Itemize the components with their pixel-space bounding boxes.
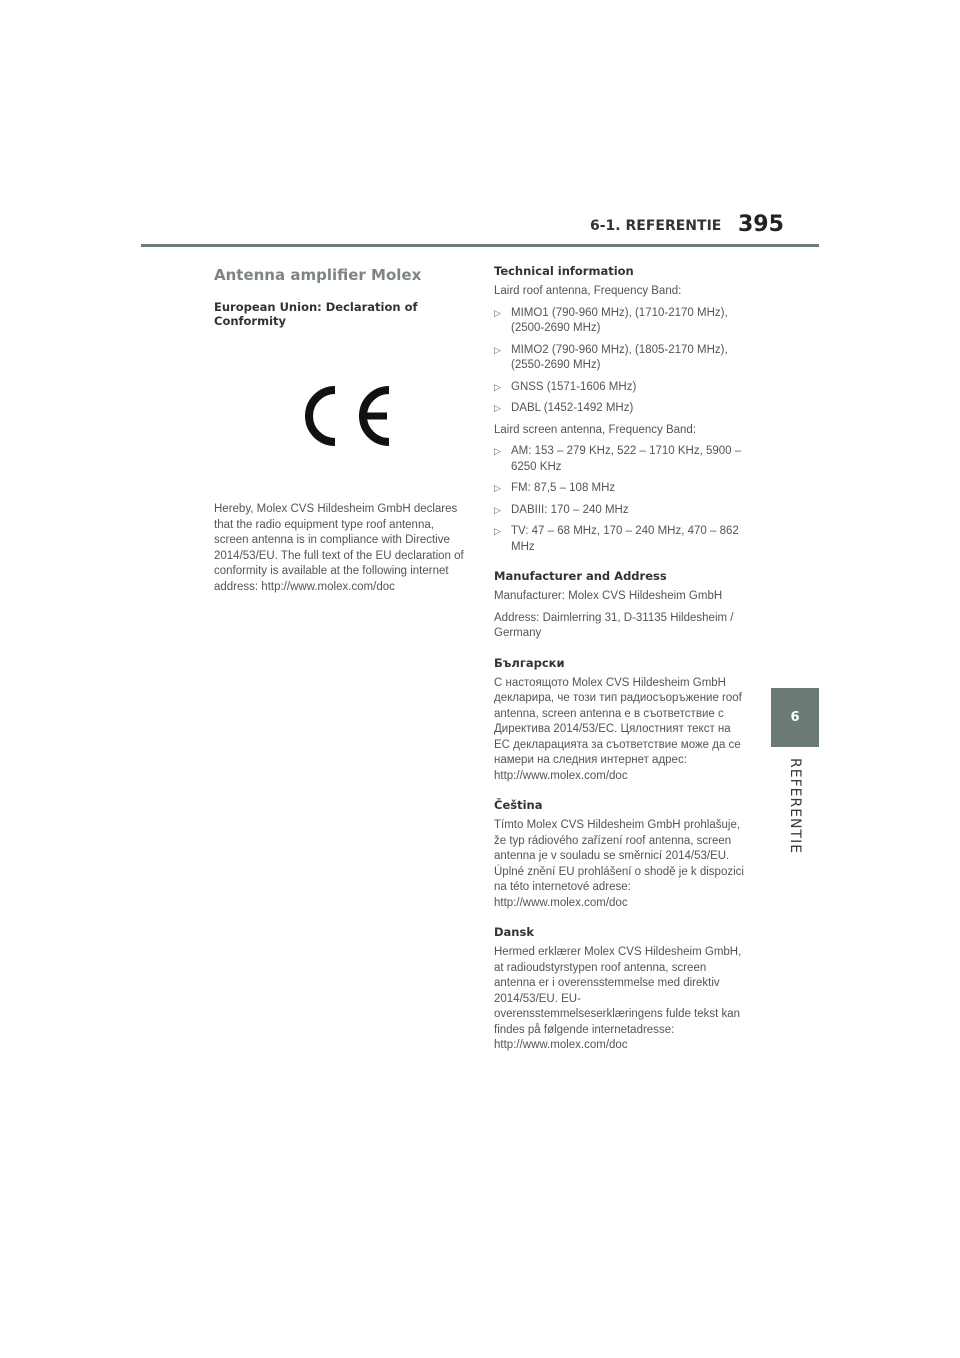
band-text: DABIII: 170 – 240 MHz <box>511 503 629 516</box>
bullet-triangle-icon: ▷ <box>494 403 501 413</box>
manufacturer-heading: Manufacturer and Address <box>494 569 667 583</box>
bullet-triangle-icon: ▷ <box>494 526 501 536</box>
band-list-item <box>494 380 749 396</box>
band-text: MIMO2 (790-960 MHz), (1805-2170 MHz), (2550-2690 MHz) <box>511 343 728 371</box>
ce-mark-logo <box>295 382 395 450</box>
roof-antenna-intro: Laird roof antenna, Frequency Band: <box>494 285 682 297</box>
chapter-tab[interactable] <box>771 688 819 747</box>
bullet-triangle-icon: ▷ <box>494 307 501 318</box>
bullet-triangle-icon: ▷ <box>494 344 501 355</box>
manufacturer-name: Manufacturer: Molex CVS Hildesheim GmbH <box>494 590 723 602</box>
manufacturer-section <box>494 569 749 642</box>
band-text: MIMO1 (790-960 MHz), (1710-2170 MHz), (2500-2690 MHz) <box>511 306 728 334</box>
band-text: AM: 153 – 279 KHz, 522 – 1710 KHz, 5900 – 6250 KHz <box>511 445 742 473</box>
page-title: Antenna amplifier Molex <box>214 266 422 284</box>
left-column <box>214 262 469 595</box>
band-list-item <box>494 481 749 497</box>
bulgarian-heading: Български <box>494 655 565 670</box>
czech-section <box>494 798 749 911</box>
band-text: DABL (1452-1492 MHz) <box>511 402 634 414</box>
danish-section <box>494 925 749 1054</box>
technical-heading: Technical information <box>494 264 634 278</box>
manufacturer-address: Address: Daimlerring 31, D-31135 Hildesheim / Germany <box>494 611 734 639</box>
chapter-number: 6 <box>790 710 800 725</box>
chapter-label: REFERENTIE <box>787 758 803 855</box>
bullet-triangle-icon: ▷ <box>494 504 501 515</box>
bulgarian-text: С настоящото Molex CVS Hildesheim GmbH декларира, че този тип радиосъоръжение roof antenna, screen antenna е в съответствие с Директива 2014/53/ЕС. Цялостният текст на ЕС декларацията за съответствие може да се намери на следния интернет адрес: http://www.molex.com/doc <box>494 676 742 782</box>
declaration-text: Hereby, Molex CVS Hildesheim GmbH declares that the radio equipment type roof antenna, screen antenna is in compliance with Directive 2014/53/EU. The full text of the EU declaration of conformity is available at the following internet address: http://www.molex.com/doc <box>214 503 464 593</box>
screen-antenna-intro: Laird screen antenna, Frequency Band: <box>494 423 697 436</box>
danish-heading: Dansk <box>494 925 534 939</box>
bullet-triangle-icon: ▷ <box>494 483 501 493</box>
screen-band-list <box>494 444 749 555</box>
band-list-item <box>494 306 749 337</box>
band-text: TV: 47 – 68 MHz, 170 – 240 MHz, 470 – 862 MHz <box>511 525 739 553</box>
bullet-triangle-icon: ▷ <box>494 446 501 456</box>
technical-section <box>494 264 749 555</box>
right-column <box>494 264 749 1060</box>
page-number: 395 <box>738 212 784 237</box>
roof-band-list <box>494 306 749 417</box>
czech-text: Tímto Molex CVS Hildesheim GmbH prohlašuje, že typ rádiového zařízení roof antenna, screen antenna je v souladu se směrnicí 2014/53/EU. Úplné znění EU prohlášení o shodě je k dispozici na této internetové adrese: http://www.molex.com/doc <box>494 819 744 909</box>
band-text: GNSS (1571-1606 MHz) <box>511 380 637 393</box>
danish-text: Hermed erklærer Molex CVS Hildesheim GmbH, at radioudstyrstypen roof antenna, screen antenna er i overensstemmelse med direktiv 2014/53/EU. EU-overensstemmelseserklæringens fulde tekst kan findes på følgende internetadresse: http://www.molex.com/doc <box>494 946 742 1051</box>
band-list-item <box>494 401 749 417</box>
bulgarian-section <box>494 656 749 785</box>
header-divider <box>141 244 819 247</box>
band-list-item <box>494 503 749 519</box>
band-list-item <box>494 444 749 475</box>
band-text: FM: 87,5 – 108 MHz <box>511 482 616 494</box>
band-list-item <box>494 524 749 555</box>
band-list-item <box>494 343 749 374</box>
bullet-triangle-icon: ▷ <box>494 381 501 392</box>
section-header: 6-1. REFERENTIE <box>590 218 722 234</box>
czech-heading: Čeština <box>494 798 543 812</box>
conformity-heading: European Union: Declaration of Conformity <box>214 300 418 328</box>
